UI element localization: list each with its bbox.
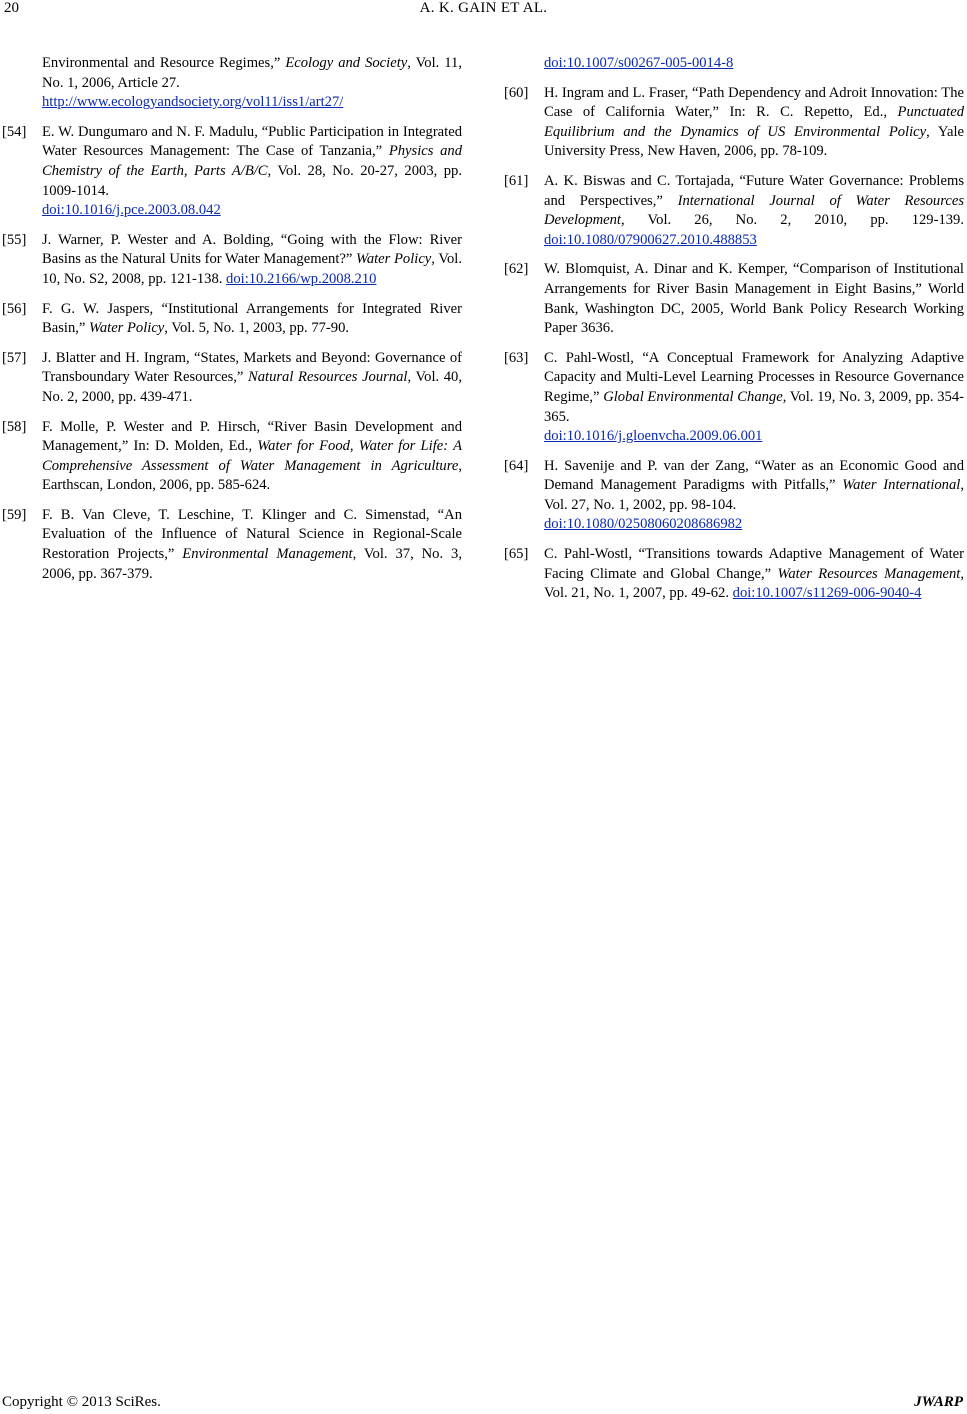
ref-number: [61]: [504, 172, 529, 189]
ref-link[interactable]: doi:10.1016/j.pce.2003.08.042: [42, 202, 221, 219]
ref-text: C. Pahl-Wostl, “Transitions towards Adaptive Management of Water Facing Climate and Global Change,”: [544, 546, 964, 582]
ref-number: [57]: [2, 349, 27, 366]
left-column: [2, 54, 463, 594]
footer-copyright: Copyright © 2013 SciRes.: [2, 1394, 161, 1410]
reference-60: [504, 84, 964, 162]
ref-text: F. Molle, P. Wester and P. Hirsch, “River Basin Development and Management,” In: D. Molden, Ed.,: [42, 418, 462, 455]
ref-number: [63]: [504, 349, 529, 366]
ref-link[interactable]: doi:10.1007/s11269-006-9040-4: [732, 585, 922, 602]
reference-65: [504, 545, 964, 604]
ref-link[interactable]: doi:10.1080/07900627.2010.488853: [544, 231, 757, 248]
ref-journal: Punctuated Equilibrium and the Dynamics of US Environmental Policy: [544, 104, 964, 140]
ref-link[interactable]: doi:10.1080/02508060208686982: [544, 516, 743, 533]
reference-54: [2, 123, 462, 221]
ref-text: F. G. W. Jaspers, “Institutional Arrangements for Integrated River Basin,”: [42, 300, 462, 337]
ref-number: [58]: [2, 418, 27, 435]
ref-link[interactable]: doi:10.2166/wp.2008.210: [226, 270, 377, 287]
ref-text: , Vol. 37, No. 3, 2006, pp. 367-379.: [42, 546, 462, 582]
ref-journal: Ecology and Society: [285, 55, 408, 71]
ref-number: [56]: [2, 300, 27, 317]
ref-text: A. K. Biswas and C. Tortajada, “Future Water Governance: Problems and Perspectives,”: [544, 172, 964, 209]
ref-link[interactable]: http://www.ecologyandsociety.org/vol11/iss1/art27/: [42, 94, 344, 111]
reference-62: [504, 260, 964, 338]
ref-text: E. W. Dungumaro and N. F. Madulu, “Public Participation in Integrated Water Resources Management: The Case of Tanzania,”: [42, 123, 462, 160]
ref-journal: Water Resources Management: [777, 565, 961, 582]
ref-journal: Water International: [842, 477, 961, 494]
ref-text: , Vol. 10, No. S2, 2008, pp. 121-138.: [42, 251, 463, 287]
ref-text: , Vol. 40, No. 2, 2000, pp. 439-471.: [42, 369, 462, 405]
ref-text: F. B. Van Cleve, T. Leschine, T. Klinger and C. Simenstad, “An Evaluation of the Influence of Natural Science in Regional-Scale Restoration Projects,”: [42, 506, 462, 563]
running-header-authors: A. K. GAIN ET AL.: [419, 0, 548, 16]
ref-journal: Water Policy: [89, 320, 165, 337]
ref-text: , Vol. 19, No. 3, 2009, pp. 354-365.: [544, 388, 964, 425]
ref-journal: Physics and Chemistry of the Earth, Parts A/B/C: [42, 143, 462, 179]
ref-text: , Earthscan, London, 2006, pp. 585-624.: [42, 457, 462, 494]
ref-journal: Water for Food, Water for Life: A Comprehensive Assessment of Water Management in Agriculture: [42, 438, 462, 474]
ref-number: [62]: [504, 261, 529, 278]
ref-number: [59]: [2, 506, 27, 523]
ref-text: H. Ingram and L. Fraser, “Path Dependency and Adroit Innovation: The Case of California Water,” In: R. C. Repetto, Ed.,: [544, 84, 964, 121]
ref-text: , Vol. 28, No. 20-27, 2003, pp. 1009-1014.: [42, 162, 462, 199]
reference-56: [2, 300, 462, 339]
ref-text: C. Pahl-Wostl, “A Conceptual Framework for Analyzing Adaptive Capacity and Multi-Level Learning Processes in Resource Governance Regime,”: [544, 349, 964, 405]
ref-text: , Vol. 5, No. 1, 2003, pp. 77-90.: [164, 320, 350, 337]
ref-text: J. Blatter and H. Ingram, “States, Markets and Beyond: Governance of Transboundary Water Resources,”: [42, 349, 462, 386]
ref-text: H. Savenije and P. van der Zang, “Water as an Economic Good and Demand Management Paradigms with Pitfalls,”: [544, 457, 964, 494]
ref-text: , Vol. 11, No. 1, 2006, Article 27.: [42, 55, 463, 91]
ref-number: [64]: [504, 457, 529, 474]
ref-text: J. Warner, P. Wester and A. Bolding, “Going with the Flow: River Basins as the Natural Units for Water Management?”: [42, 231, 462, 268]
ref-text: , Vol. 21, No. 1, 2007, pp. 49-62.: [544, 565, 964, 602]
ref-journal: International Journal of Water Resources Development: [544, 192, 964, 229]
ref-journal: Natural Resources Journal: [248, 369, 408, 386]
ref-text: , Vol. 26, No. 2, 2010, pp. 129-139.: [621, 212, 964, 229]
ref-text: , Vol. 27, No. 1, 2002, pp. 98-104.: [544, 477, 964, 513]
ref-link[interactable]: doi:10.1007/s00267-005-0014-8: [544, 55, 734, 71]
reference-59: [2, 506, 462, 584]
reference-55: [2, 231, 463, 290]
ref-text: W. Blomquist, A. Dinar and K. Kemper, “Comparison of Institutional Arrangements for River Basin Management in Eight Basins,” World Bank, Washington DC, 2005, World Bank Policy Research Working Paper 3636.: [544, 261, 964, 337]
ref-number: [60]: [504, 84, 529, 101]
ref-journal: Global Environmental Change: [603, 388, 783, 405]
ref-number: [55]: [2, 231, 27, 248]
ref-text: , Yale University Press, New Haven, 2006, pp. 78-109.: [544, 123, 964, 160]
ref-journal: Environmental Management: [182, 546, 353, 563]
reference-continuation: [544, 54, 964, 74]
reference-58: [2, 418, 462, 496]
ref-text: Environmental and Resource Regimes,”: [42, 55, 286, 71]
reference-57: [2, 349, 462, 408]
ref-journal: Water Policy: [356, 251, 432, 268]
ref-number: [54]: [2, 123, 27, 140]
ref-link[interactable]: doi:10.1016/j.gloenvcha.2009.06.001: [544, 428, 763, 445]
ref-number: [65]: [504, 546, 529, 563]
right-column: [504, 54, 964, 614]
reference-64: [504, 457, 964, 535]
reference-61: [504, 172, 964, 250]
page-number: 20: [4, 0, 19, 16]
footer-journal: JWARP: [914, 1394, 963, 1410]
reference-63: [504, 349, 964, 447]
reference-continuation: [42, 54, 462, 113]
